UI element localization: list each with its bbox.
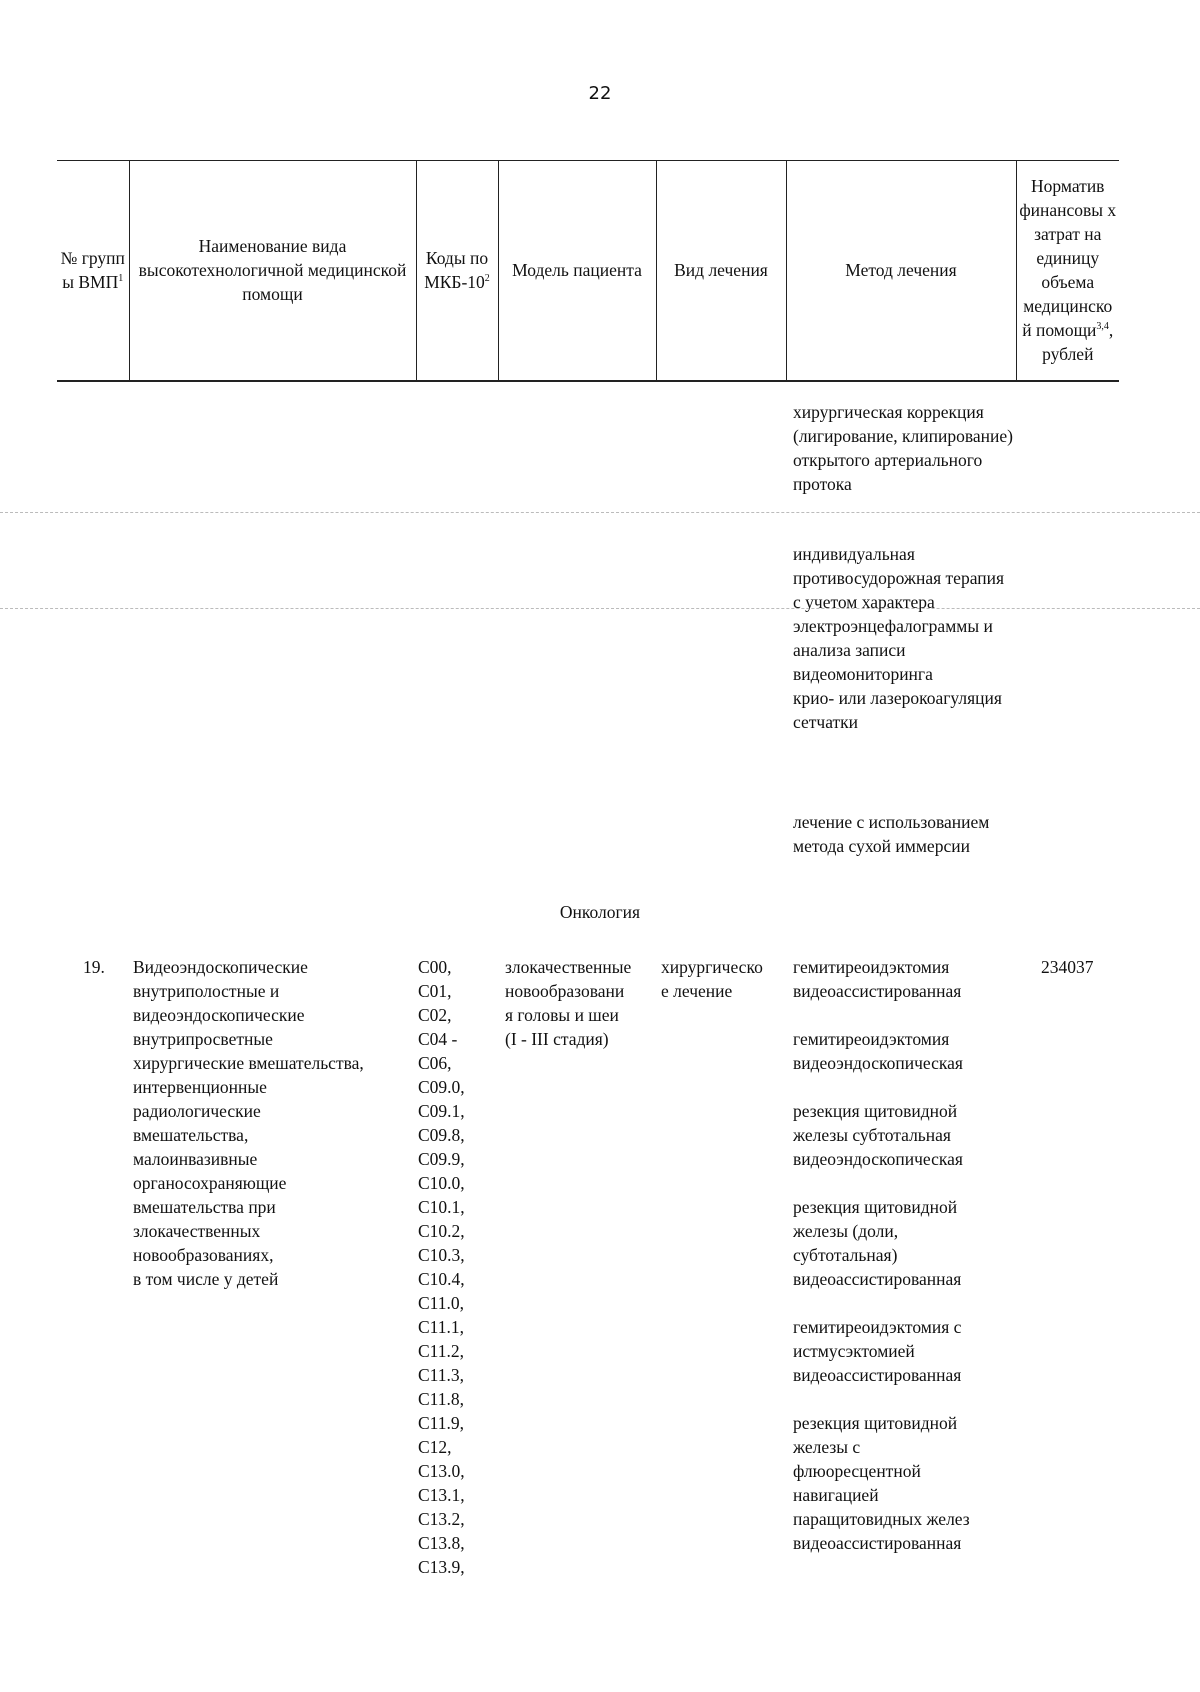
icd-code: C10.3,	[418, 1245, 465, 1265]
icd-code: C13.1,	[418, 1485, 465, 1505]
icd-code: C11.8,	[418, 1389, 465, 1409]
treatment-method-line: гемитиреоидэктомия с	[793, 1317, 962, 1337]
continued-method: крио- или лазерокоагуляция сетчатки	[793, 688, 1002, 732]
treatment-method	[793, 1315, 1023, 1387]
treatment-method	[793, 1099, 1023, 1171]
patient-model	[505, 955, 655, 1051]
header-care-type: Наименование вида высокотехнологичной медицинской помощи	[129, 161, 416, 381]
treatment-method-line: гемитиреоидэктомия	[793, 1029, 950, 1049]
treatment-method-line: резекция щитовидной	[793, 1197, 958, 1217]
treatment-method-line: видеоассистированная	[793, 1365, 962, 1385]
icd-code: C04 -	[418, 1029, 458, 1049]
continued-method: хирургическая коррекция (лигирование, клипирование) открытого артериального протока	[793, 402, 1013, 494]
treatment-method-line: видеоассистированная	[793, 1269, 962, 1289]
treatment-type-line: е лечение	[661, 981, 733, 1001]
treatment-method-line: видеоассистированная	[793, 1533, 962, 1553]
patient-model-line: злокачественные	[505, 957, 632, 977]
care-type-line: интервенционные	[133, 1077, 267, 1097]
group-number: 19.	[83, 957, 105, 977]
treatment-method-line: паращитовидных желез	[793, 1509, 970, 1529]
icd-code: C09.8,	[418, 1125, 465, 1145]
treatment-method-line: видеоассистированная	[793, 981, 962, 1001]
row-divider	[0, 512, 1200, 513]
icd-code: C13.9,	[418, 1557, 465, 1577]
treatment-method-line: железы с	[793, 1437, 861, 1457]
icd-code: C13.0,	[418, 1461, 465, 1481]
icd-code: C11.2,	[418, 1341, 465, 1361]
treatment-type	[661, 955, 791, 1003]
icd-code: C02,	[418, 1005, 452, 1025]
care-type-line: злокачественных	[133, 1221, 261, 1241]
cost-norm: 234037	[1041, 957, 1094, 977]
icd-code: C11.1,	[418, 1317, 465, 1337]
icd-code: C13.8,	[418, 1533, 465, 1553]
icd-code: C11.3,	[418, 1365, 465, 1385]
patient-model-line: (I - III стадия)	[505, 1029, 609, 1049]
icd-code: C06,	[418, 1053, 452, 1073]
care-type-line: радиологические	[133, 1101, 261, 1121]
continued-method: индивидуальная противосудорожная терапия с учетом характера электроэнцефалограммы и анализа записи видеомониторинга	[793, 544, 1005, 684]
icd-code: C10.0,	[418, 1173, 465, 1193]
page-number: 22	[588, 83, 612, 104]
icd-code: C11.9,	[418, 1413, 465, 1433]
icd-code: C11.0,	[418, 1293, 465, 1313]
header-treatment-type: Вид лечения	[656, 161, 786, 381]
treatment-method-line: флюоресцентной	[793, 1461, 921, 1481]
care-type-line: внутрипросветные	[133, 1029, 273, 1049]
icd-code: C13.2,	[418, 1509, 465, 1529]
icd-code: C09.1,	[418, 1101, 465, 1121]
care-type-line: органосохраняющие	[133, 1173, 287, 1193]
treatment-method	[793, 955, 1023, 1003]
patient-model-line: новообразовани	[505, 981, 625, 1001]
section-title: Онкология	[559, 902, 641, 922]
treatment-method	[793, 1027, 1023, 1075]
treatment-method-line: истмусэктомией	[793, 1341, 915, 1361]
header-treatment-method: Метод лечения	[786, 161, 1016, 381]
care-type-line: внутриполостные и	[133, 981, 280, 1001]
treatment-method-line: гемитиреоидэктомия	[793, 957, 950, 977]
icd-code: C09.9,	[418, 1149, 465, 1169]
treatment-method-line: видеоэндоскопическая	[793, 1053, 963, 1073]
icd-codes	[418, 955, 488, 1579]
care-type-line: новообразованиях,	[133, 1245, 274, 1265]
table-header	[57, 160, 1119, 382]
care-type-line: вмешательства при	[133, 1197, 276, 1217]
header-patient-model: Модель пациента	[498, 161, 656, 381]
patient-model-line: я головы и шеи	[505, 1005, 619, 1025]
icd-code: C10.2,	[418, 1221, 465, 1241]
icd-code: C00,	[418, 957, 452, 977]
icd-code: C01,	[418, 981, 452, 1001]
icd-code: C09.0,	[418, 1077, 465, 1097]
icd-code: C10.4,	[418, 1269, 465, 1289]
care-type-line: в том числе у детей	[133, 1269, 279, 1289]
icd-code: C10.1,	[418, 1197, 465, 1217]
treatment-method-line: субтотальная)	[793, 1245, 898, 1265]
care-type-line: вмешательства,	[133, 1125, 249, 1145]
care-type-line: Видеоэндоскопические	[133, 957, 308, 977]
continued-method: лечение с использованием метода сухой иммерсии	[793, 812, 990, 856]
treatment-type-line: хирургическо	[661, 957, 763, 977]
header-icd-codes: Коды по МКБ-$10^2$	[416, 161, 498, 381]
treatment-method-line: железы (доли,	[793, 1221, 899, 1241]
treatment-method	[793, 1195, 1023, 1291]
treatment-method	[793, 1411, 1023, 1555]
treatment-methods	[793, 955, 1023, 1579]
treatment-method-line: видеоэндоскопическая	[793, 1149, 963, 1169]
care-type-line: хирургические вмешательства,	[133, 1053, 364, 1073]
header-cost-norm: Норматив финансовы х затрат на единицу объема медицинско й помощи$^{3,4}$, рублей	[1016, 161, 1119, 381]
header-group-number: № групп ы ВМП$^1$	[57, 161, 129, 381]
treatment-method-line: навигацией	[793, 1485, 879, 1505]
treatment-method-line: резекция щитовидной	[793, 1101, 958, 1121]
care-type-line: видеоэндоскопические	[133, 1005, 305, 1025]
care-type-line: малоинвазивные	[133, 1149, 258, 1169]
icd-code: C12,	[418, 1437, 452, 1457]
treatment-method-line: железы субтотальная	[793, 1125, 951, 1145]
row-divider	[0, 608, 1200, 609]
treatment-method-line: резекция щитовидной	[793, 1413, 958, 1433]
care-type-name	[133, 955, 408, 1291]
